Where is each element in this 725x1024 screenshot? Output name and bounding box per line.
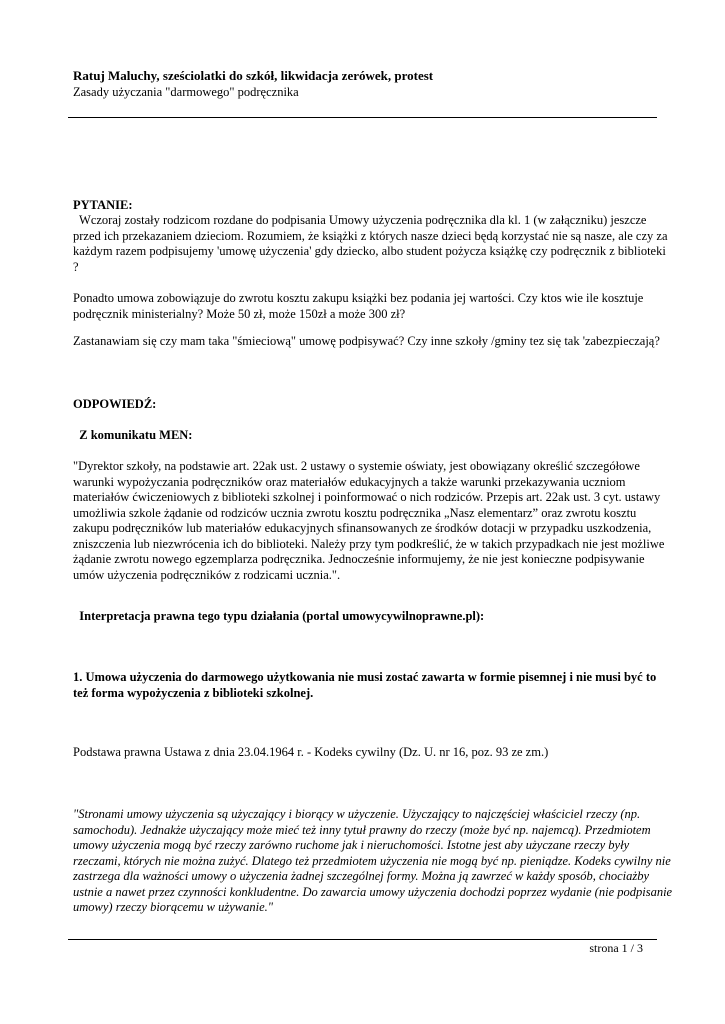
text-line: samochodu). Jednakże użyczający może mieć też inny tytuł prawny do rzeczy (może być np. najemcą). Przedmiotem — [73, 822, 651, 837]
text-line: umowy użyczenia mogą być rzeczy zarówno ruchome jak i nieruchomości. Istotne jest aby użyczane rzeczy były — [73, 838, 630, 852]
text-line: 1. Umowa użyczenia do darmowego użytkowania nie musi zostać zawarta w formie pisemnej i nie musi być to — [73, 670, 657, 684]
legal-basis: Podstawa prawna Ustawa z dnia 23.04.1964 r. - Kodeks cywilny (Dz. U. nr 16, poz. 93 ze zm.) — [73, 745, 549, 759]
text-line: umowy) rzeczy biorącemu w używanie." — [73, 900, 274, 914]
question-paragraph-1 — [73, 213, 668, 275]
text-line: Ponadto umowa zobowiązuje do zwrotu kosztu zakupu książki bez podania jej wartości. Czy ktos wie ile kosztuje — [73, 291, 644, 305]
text-line: ustnie a nawet przez czynności konkludentne. Do zawarcia umowy użyczenia dochodzi poprzez wydanie (nie podpisanie — [73, 884, 673, 899]
question-paragraph-3 — [73, 334, 658, 350]
text-line: "Dyrektor szkoły, na podstawie art. 22ak ust. 2 ustawy o systemie oświaty, jest obowiązany określić szczegółowe — [73, 459, 640, 473]
interpretation-heading: Interpretacja prawna tego typu działania (portal umowycywilnoprawne.pl): — [73, 609, 485, 623]
text-line: Zastanawiam się czy mam taka "śmieciową" umowę podpisywać? Czy inne szkoły /gminy tez się tak 'zabezpieczają? — [73, 334, 660, 348]
header-divider — [68, 117, 657, 118]
text-line: przed ich przekazaniem dzieciom. Rozumiem, że książki z których nasze dzieci będą korzystać nie są nasze, ale czy za — [73, 228, 668, 243]
men-heading: Z komunikatu MEN: — [73, 428, 193, 442]
document-subtitle: Zasady użyczania "darmowego" podręcznika — [73, 85, 299, 99]
text-line: też forma wypożyczenia z biblioteki szkolnej. — [73, 685, 314, 700]
text-line: zniszczenia lub niezwrócenia ich do biblioteki. Należy przy tym podkreślić, że w takich przypadkach nie jest możliwe — [73, 536, 665, 551]
text-line: umożliwia szkole żądanie od rodziców ucznia zwrotu kosztu podręcznika „Nasz elementarz” oraz zwrotu kosztu — [73, 505, 637, 520]
text-line: umów użyczenia podręczników z rodzicami ucznia.". — [73, 567, 341, 582]
point-1 — [73, 670, 658, 701]
text-line: zastrzega dla ważności umowy o użyczenia żadnej szczególnej formy. Można ją zawrzeć w każdy sposób, chociażby — [73, 869, 650, 883]
text-line: każdym razem podpisujemy 'umowę użyczenia' gdy dziecko, albo student pożycza książkę czy podręcznik z biblioteki — [73, 244, 666, 258]
question-paragraph-2 — [73, 291, 658, 322]
question-heading: PYTANIE: — [73, 198, 133, 212]
civil-code-quote — [73, 807, 673, 916]
answer-heading: ODPOWIEDŹ: — [73, 397, 157, 411]
text-line: zakupu podręczników lub materiałów edukacyjnych sfinansowanych ze środków dotacji w przypadku uszkodzenia, — [73, 521, 652, 535]
document-title: Ratuj Maluchy, sześciolatki do szkół, likwidacja zerówek, protest — [73, 68, 434, 83]
text-line: Wczoraj zostały rodzicom rozdane do podpisania Umowy użyczenia podręcznika dla kl. 1 (w załączniku) jeszcze — [73, 213, 647, 227]
text-line: "Stronami umowy użyczenia są użyczający i biorący w użyczenie. Użyczający to najczęściej właściciel rzeczy (np. — [73, 807, 641, 821]
footer-divider — [68, 939, 657, 940]
text-line: ? — [73, 259, 79, 274]
page-number: strona 1 / 3 — [589, 941, 643, 955]
text-line: materiałów ćwiczeniowych z biblioteki szkolnej i poinformować o nich rodziców. Przepis art. 22ak ust. 3 cyt. ustawy — [73, 490, 661, 504]
text-line: rzeczami, których nie można zużyć. Dlatego też przedmiotem użyczenia nie mogą być np. pieniądze. Kodeks cywilny nie — [73, 853, 671, 868]
text-line: podręcznik ministerialny? Może 50 zł, może 150zł a może 300 zł? — [73, 306, 406, 321]
text-line: żądanie zwrotu nowego egzemplarza podręcznika. Jednocześnie informujemy, że nie jest konieczne podpisywanie — [73, 552, 645, 566]
men-quote — [73, 459, 665, 583]
text-line: warunki wypożyczania podręczników oraz materiałów edukacyjnych a także warunki przekazywania uczniom — [73, 474, 626, 489]
